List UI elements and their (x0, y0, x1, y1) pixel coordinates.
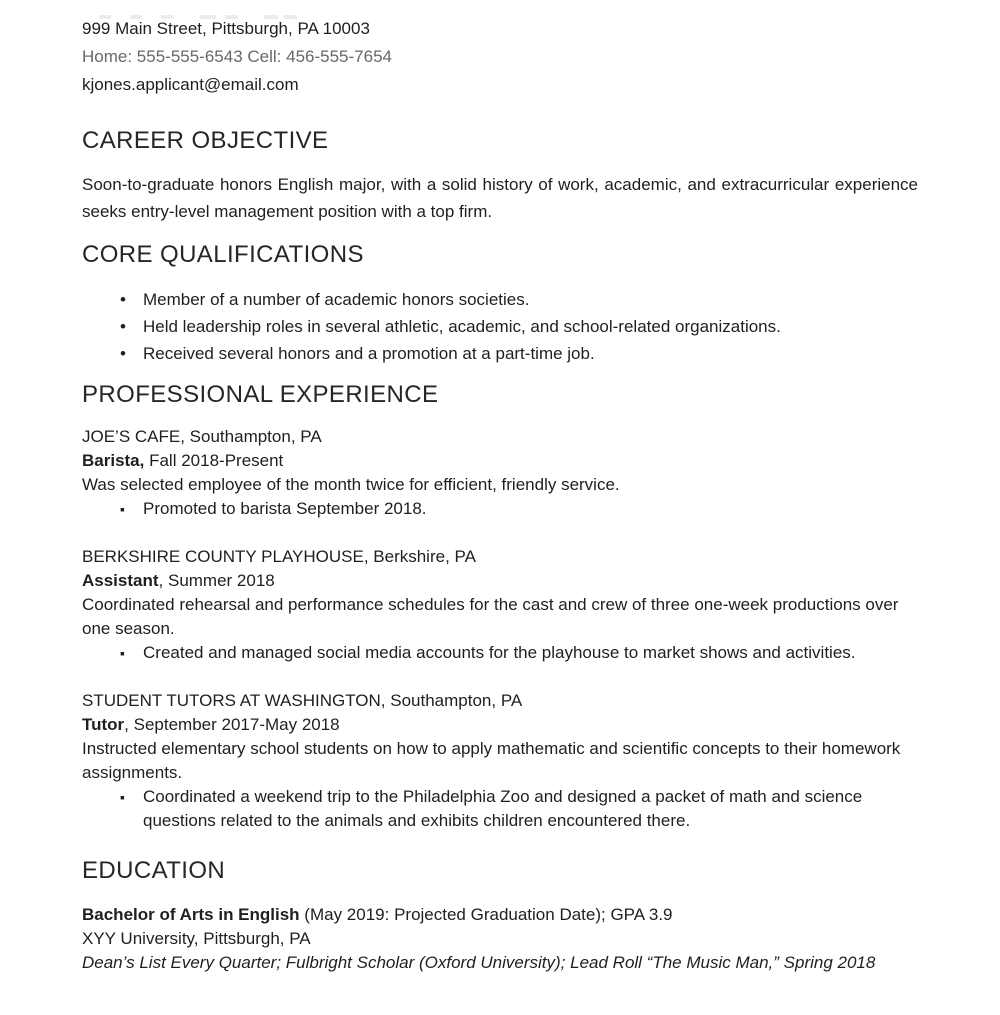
job-title: Tutor (82, 715, 125, 734)
job-dates: Fall 2018-Present (144, 451, 284, 470)
phone-line: Home: 555-555-6543 Cell: 456-555-7654 (82, 47, 392, 66)
career-objective-heading: CAREER OBJECTIVE (82, 127, 329, 154)
list-item-text: Member of a number of academic honors societies. (143, 290, 530, 309)
cut-off-name-fragment (161, 15, 174, 19)
cut-off-name-fragment (99, 15, 111, 19)
cut-off-name-heading (82, 15, 382, 20)
degree-line (82, 903, 918, 927)
job-entry (82, 545, 918, 665)
career-objective-text: Soon-to-graduate honors English major, with a solid history of work, academic, and extracurricular experience seeks entry-level management position with a top firm. (82, 175, 918, 221)
square-bullet-icon: ▪ (120, 501, 125, 517)
resume-document (0, 15, 1000, 975)
job-company: STUDENT TUTORS AT WASHINGTON, Southampton, PA (82, 691, 523, 710)
job-title: Barista, (82, 451, 145, 470)
core-qualifications-list (82, 286, 918, 367)
address-line: 999 Main Street, Pittsburgh, PA 10003 (82, 19, 370, 38)
list-item-text: Held leadership roles in several athletic, academic, and school-related organizations. (143, 317, 781, 336)
square-bullet-icon: ▪ (120, 645, 125, 661)
round-bullet-icon: • (120, 290, 126, 309)
degree-details: (May 2019: Projected Graduation Date); GPA 3.9 (299, 905, 673, 924)
list-item (82, 340, 918, 367)
job-title: Assistant (82, 571, 159, 590)
list-item (82, 286, 918, 313)
list-item-text: Received several honors and a promotion at a part-time job. (143, 344, 595, 363)
job-entry (82, 425, 918, 521)
core-qualifications-heading: CORE QUALIFICATIONS (82, 241, 364, 268)
round-bullet-icon: • (120, 344, 126, 363)
cut-off-name-fragment (264, 15, 278, 19)
job-title-line (82, 713, 918, 737)
contact-block (82, 15, 918, 99)
job-entry (82, 689, 918, 833)
list-item (82, 785, 918, 833)
job-dates: , Summer 2018 (158, 571, 275, 590)
list-item-text: Created and managed social media accounts for the playhouse to market shows and activities. (143, 643, 856, 662)
education-block (82, 903, 918, 975)
list-item (82, 641, 918, 665)
cut-off-name-fragment (130, 15, 142, 19)
list-item (82, 497, 918, 521)
job-summary: Instructed elementary school students on how to apply mathematic and scientific concepts to their homework assignments. (82, 739, 901, 782)
job-company: JOE’S CAFE, Southampton, PA (82, 427, 322, 446)
list-item (82, 313, 918, 340)
round-bullet-icon: • (120, 317, 126, 336)
square-bullet-icon: ▪ (120, 789, 125, 805)
list-item-text: Promoted to barista September 2018. (143, 499, 427, 518)
education-heading: EDUCATION (82, 857, 226, 884)
cut-off-name-fragment (225, 15, 238, 19)
cut-off-name-fragment (283, 15, 297, 19)
degree-name: Bachelor of Arts in English (82, 905, 300, 924)
school-line: XYY University, Pittsburgh, PA (82, 929, 311, 948)
job-dates: , September 2017-May 2018 (124, 715, 340, 734)
job-title-line (82, 569, 918, 593)
cut-off-name-fragment (200, 15, 216, 19)
honors-line: Dean’s List Every Quarter; Fulbright Scholar (Oxford University); Lead Roll “The Music Man,” Spring 2018 (82, 953, 876, 972)
email-line: kjones.applicant@email.com (82, 75, 299, 94)
professional-experience-heading: PROFESSIONAL EXPERIENCE (82, 381, 439, 408)
job-company: BERKSHIRE COUNTY PLAYHOUSE, Berkshire, PA (82, 547, 476, 566)
list-item-text: Coordinated a weekend trip to the Philadelphia Zoo and designed a packet of math and science questions related to the animals and exhibits children encountered there. (143, 787, 863, 830)
job-summary: Was selected employee of the month twice for efficient, friendly service. (82, 475, 620, 494)
job-summary: Coordinated rehearsal and performance schedules for the cast and crew of three one-week productions over one season. (82, 595, 899, 638)
job-title-line (82, 449, 918, 473)
